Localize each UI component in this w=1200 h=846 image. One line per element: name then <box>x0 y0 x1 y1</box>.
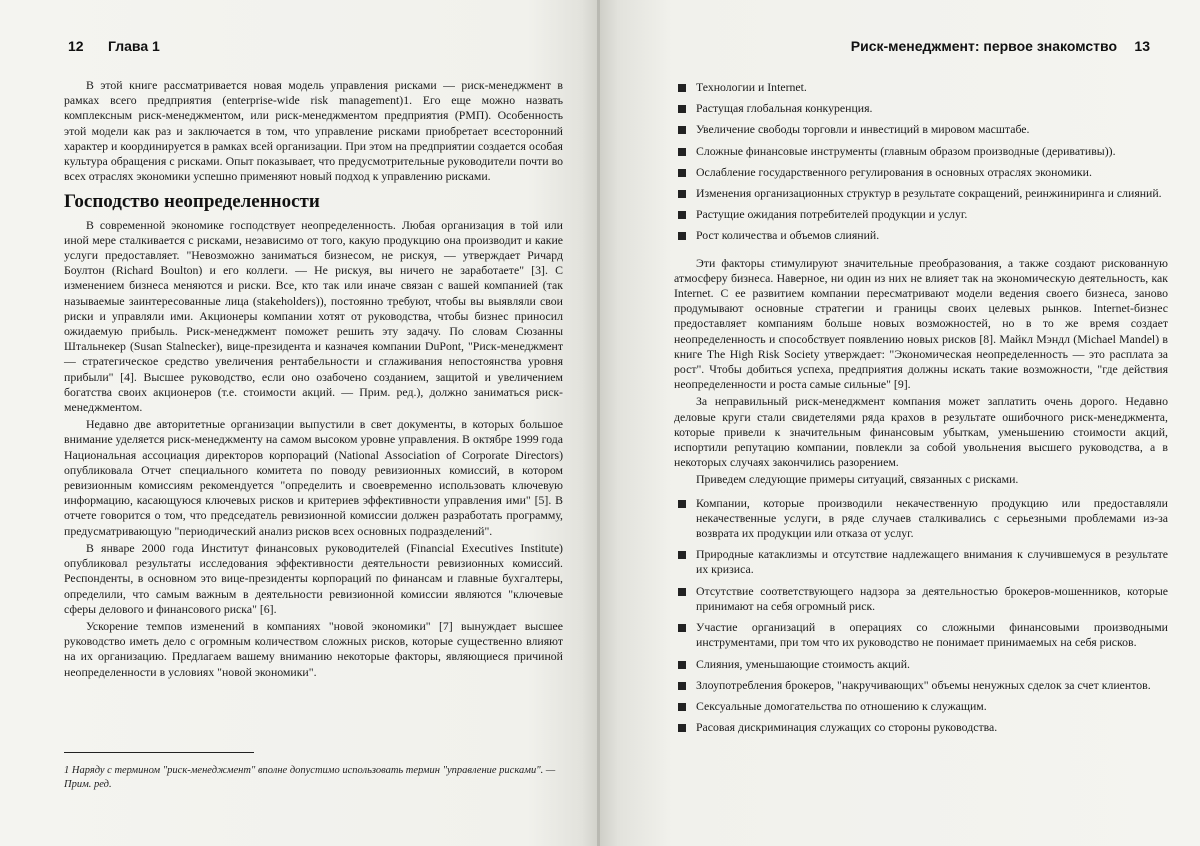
list-item: Увеличение свободы торговли и инвестиций в мировом масштабе. <box>674 122 1168 137</box>
chapter-label: Глава 1 <box>108 38 160 54</box>
bullet-square-icon <box>678 232 686 240</box>
right-page <box>600 0 1200 846</box>
body-paragraph: Ускорение темпов изменений в компаниях "новой экономики" [7] вынуждает высшее руководство иметь дело с огромным количеством сложных рисков, которые существенно влияют на их организацию. Предлагаем вашему вниманию некоторые факторы, являющиеся причиной неопределенности в условиях "новой экономики". <box>64 618 563 679</box>
list-item: Рост количества и объемов слияний. <box>674 228 1168 243</box>
body-paragraph: В современной экономике господствует неопределенность. Любая организация в той или иной мере сталкивается с рисками, независимо от того, какую продукцию она производит и какие услуги предоставляет. "Невозможно заниматься бизнесом, не рискуя, — утверждает Ричард Боултон (Richard Boulton) и его коллеги. — Не рискуя, вы ничего не заработаете" [3]. С изменением бизнеса меняются и риски. Все, кто так или иначе связан с вашей компанией (так называемые заинтересованные лица (stakeholders)), постоянно требуют, чтобы вы выявляли свои риски и управляли ими. Акционеры компании хотят от руководства, чтобы бизнес приносил ожидаемую прибыль. Риск-менеджмент поможет решить эту задачу. По словам Сюзанны Штальнекер (Susan Stalnecker), вице-президента и казначея компании DuPont, "Риск-менеджмент — стратегическое средство увеличения рентабельности и сглаживания непостоянства уровня прибыли" [4]. Высшее руководство, если оно озабочено созданием, защитой и увеличением богатства своих акционеров (т.е. стоимости акций. — Прим. ред.), должно заниматься риск-менеджментом. <box>64 217 563 415</box>
examples-list <box>674 496 1168 736</box>
page-number-left: 12 <box>68 38 84 54</box>
list-item: Сложные финансовые инструменты (главным образом производные (деривативы)). <box>674 144 1168 159</box>
list-item: Отсутствие соответствующего надзора за деятельностью брокеров-мошенников, которые принимают на себя огромный риск. <box>674 584 1168 614</box>
body-paragraph: Недавно две авторитетные организации выпустили в свет документы, в которых большое внимание уделяется риск-менеджменту на самом высоком уровне управления. В октябре 1999 года Национальная ассоциация директоров корпораций (National Association of Corporate Directors) опубликовала Отчет специального комитета по поводу ревизионных комиссий, в котором ревизионным комиссиям рекомендуется "определить и своевременно использовать ключевую информацию, касающуюся ключевых рисков и критериев эффективности управления ими" [5]. В отчете говорится о том, что председатель ревизионной комиссии должен разработать программу, предусматривающую "периодический анализ рисков всех основных подразделений". <box>64 417 563 538</box>
body-paragraph: За неправильный риск-менеджмент компания может заплатить очень дорого. Недавно деловые круги стали свидетелями ряда крахов в результате ошибочного риск-менеджмента, которые привели к значительным финансовым убыткам, уменьшению стоимости акций, испортили репутацию компании, повлекли за собой увольнения высшего руководства, а в некоторых случаях закончились разорением. <box>674 394 1168 470</box>
list-item: Слияния, уменьшающие стоимость акций. <box>674 657 1168 672</box>
footnote-rule <box>64 752 254 753</box>
list-item: Технологии и Internet. <box>674 80 1168 95</box>
bullet-square-icon <box>678 211 686 219</box>
list-item: Сексуальные домогательства по отношению к служащим. <box>674 699 1168 714</box>
list-item: Растущая глобальная конкуренция. <box>674 101 1168 116</box>
list-item: Растущие ожидания потребителей продукции и услуг. <box>674 207 1168 222</box>
bullet-square-icon <box>678 588 686 596</box>
list-item: Компании, которые производили некачественную продукцию или предоставляли некачественные услуги, в ряде случаев сталкивались с серьезными проблемами из-за возврата их продукции или отказа от услуг. <box>674 496 1168 542</box>
bullet-square-icon <box>678 190 686 198</box>
list-item: Участие организаций в операциях со сложными финансовыми производными инструментами, при том что их руководство не понимает принимаемых на себя рисков. <box>674 620 1168 650</box>
bullet-square-icon <box>678 126 686 134</box>
page-number-right: 13 <box>1134 38 1150 54</box>
body-paragraph: Эти факторы стимулируют значительные преобразования, а также создают рискованную атмосферу бизнеса. Наверное, ни один из них не влияет так на экономическую деятельность, как Internet. С ее развитием компании пересматривают модели ведения своего бизнеса, заново продумывают основные стратегии и границы своих целевых рынков. Internet-бизнес предоставляет компаниям больше новых возможностей, но в то же время создает неопределенность и способствует появлению новых рисков [8]. Майкл Мэндл (Michael Mandel) в книге The High Risk Society утверждает: "Экономическая неопределенность — это расплата за рост". Чтобы добиться успеха, предприятия должны искать такие возможности, "где действия неопределенности и роста самые сильные" [9]. <box>674 255 1168 392</box>
list-item: Природные катаклизмы и отсутствие надлежащего внимания к случившемуся в результате их кризиса. <box>674 547 1168 577</box>
left-text-block <box>64 78 563 682</box>
body-paragraph: Приведем следующие примеры ситуаций, связанных с рисками. <box>696 472 1019 487</box>
bullet-square-icon <box>678 724 686 732</box>
body-paragraph: В январе 2000 года Институт финансовых руководителей (Financial Executives Institute) опубликовал результаты исследования эффективности деятельности ревизионных комиссий. Респонденты, в основном это вице-президенты корпораций по финансам и главные бухгалтеры, определили, что самым важным в деятельности ревизионной комиссии являются "ключевые сферы делового и финансового риска" [6]. <box>64 540 563 616</box>
bullet-square-icon <box>678 105 686 113</box>
bullet-square-icon <box>678 169 686 177</box>
section-heading: Господство неопределенности <box>64 191 320 213</box>
bullet-square-icon <box>678 703 686 711</box>
list-item: Расовая дискриминация служащих со стороны руководства. <box>674 720 1168 735</box>
intro-paragraph: В этой книге рассматривается новая модель управления рисками — риск-менеджмент в рамках всего предприятия (enterprise-wide risk management)1. Его еще можно назвать комплексным риск-менеджментом, или риск-менеджментом предприятия (РМП). Особенность этой модели как раз и заключается в том, что управление рисками приобретает всесторонний характер и координируется в рамках всей организации. При этом на предприятии создается особая культура обращения с рисками. Опыт показывает, что предусмотрительные руководители почти во всех отраслях экономики успешно применяют новый подход к управлению рисками. <box>64 78 563 184</box>
bullet-square-icon <box>678 682 686 690</box>
list-item: Изменения организационных структур в результате сокращений, реинжиниринга и слияний. <box>674 186 1168 201</box>
factors-list <box>674 80 1168 244</box>
bullet-square-icon <box>678 661 686 669</box>
bullet-square-icon <box>678 84 686 92</box>
list-item: Злоупотребления брокеров, "накручивающих" объемы ненужных сделок за счет клиентов. <box>674 678 1168 693</box>
right-text-block <box>674 80 1168 741</box>
bullet-square-icon <box>678 624 686 632</box>
footnote: 1 Наряду с термином "риск-менеджмент" вполне допустимо использовать термин "управление рисками". — Прим. ред. <box>64 765 556 790</box>
bullet-square-icon <box>678 500 686 508</box>
list-item: Ослабление государственного регулирования в основных отраслях экономики. <box>674 165 1168 180</box>
running-title: Риск-менеджмент: первое знакомство <box>850 38 1117 54</box>
bullet-square-icon <box>678 551 686 559</box>
bullet-square-icon <box>678 148 686 156</box>
